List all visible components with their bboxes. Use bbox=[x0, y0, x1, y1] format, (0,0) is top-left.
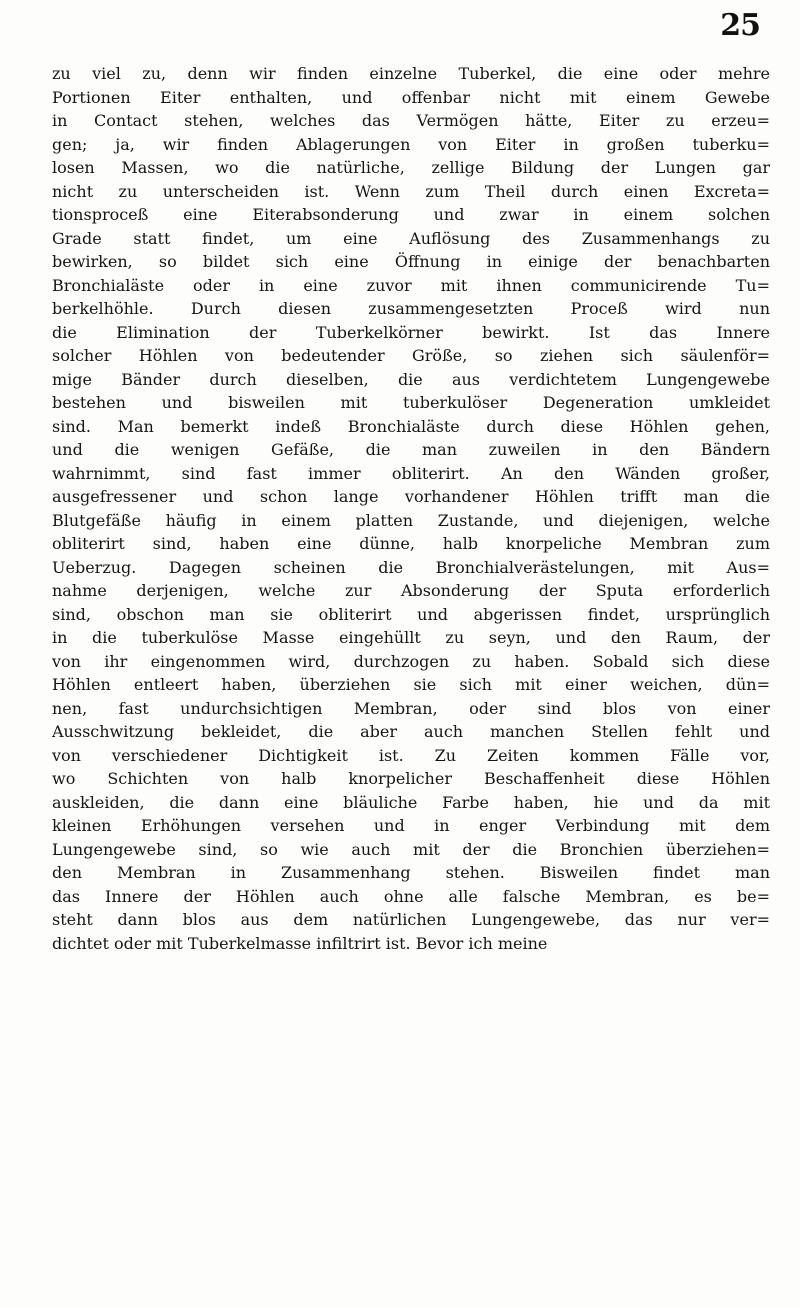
text-line: ausgefressener und schon lange vorhandener Höhlen trifft man die bbox=[52, 487, 770, 506]
text-line: berkelhöhle. Durch diesen zusammengesetzten Proceß wird nun bbox=[52, 299, 770, 318]
text-line: losen Massen, wo die natürliche, zellige Bildung der Lungen gar bbox=[52, 158, 770, 177]
text-line: nahme derjenigen, welche zur Absonderung der Sputa erforderlich bbox=[52, 581, 770, 600]
text-line: solcher Höhlen von bedeutender Größe, so ziehen sich säulenför= bbox=[52, 346, 770, 365]
text-line: obliterirt sind, haben eine dünne, halb knorpeliche Membran zum bbox=[52, 534, 770, 553]
text-line: wahrnimmt, sind fast immer obliterirt. An den Wänden großer, bbox=[52, 463, 770, 483]
text-line: Blutgefäße häufig in einem platten Zustande, und diejenigen, welche bbox=[52, 510, 770, 530]
text-line: in Contact stehen, welches das Vermögen hätte, Eiter zu erzeu= bbox=[52, 111, 770, 130]
text-line: gen; ja, wir finden Ablagerungen von Eiter in großen tuberku= bbox=[52, 134, 770, 154]
text-line: Portionen Eiter enthalten, und offenbar nicht mit einem Gewebe bbox=[52, 87, 770, 107]
text-line: mige Bänder durch dieselben, die aus verdichtetem Lungengewebe bbox=[52, 369, 770, 389]
text-line: bestehen und bisweilen mit tuberkulöser Degeneration umkleidet bbox=[52, 393, 770, 412]
text-line: sind, obschon man sie obliterirt und abgerissen findet, ursprünglich bbox=[52, 604, 770, 624]
text-line: bewirken, so bildet sich eine Öffnung in einige der benachbarten bbox=[52, 252, 770, 271]
text-line: steht dann blos aus dem natürlichen Lungengewebe, das nur ver= bbox=[52, 910, 770, 929]
page-number: 25 bbox=[720, 8, 760, 43]
text-line: tionsproceß eine Eiterabsonderung und zwar in einem solchen bbox=[52, 205, 770, 224]
text-line: und die wenigen Gefäße, die man zuweilen in den Bändern bbox=[52, 440, 770, 459]
text-line: Höhlen entleert haben, überziehen sie sich mit einer weichen, dün= bbox=[52, 675, 770, 694]
body-text bbox=[52, 62, 770, 955]
text-line: sind. Man bemerkt indeß Bronchialäste durch diese Höhlen gehen, bbox=[52, 416, 770, 436]
text-line: Ausschwitzung bekleidet, die aber auch manchen Stellen fehlt und bbox=[52, 722, 770, 741]
text-line: in die tuberkulöse Masse eingehüllt zu seyn, und den Raum, der bbox=[52, 628, 770, 647]
text-line: nen, fast undurchsichtigen Membran, oder sind blos von einer bbox=[52, 698, 770, 718]
text-line: Bronchialäste oder in eine zuvor mit ihnen communicirende Tu= bbox=[52, 275, 770, 295]
text-line: nicht zu unterscheiden ist. Wenn zum Theil durch einen Excreta= bbox=[52, 181, 770, 201]
text-line: die Elimination der Tuberkelkörner bewirkt. Ist das Innere bbox=[52, 322, 770, 342]
text-line: Grade statt findet, um eine Auflösung des Zusammenhangs zu bbox=[52, 228, 770, 248]
text-line: Lungengewebe sind, so wie auch mit der die Bronchien überziehen= bbox=[52, 839, 770, 859]
text-line: den Membran in Zusammenhang stehen. Bisweilen findet man bbox=[52, 863, 770, 882]
text-line: von ihr eingenommen wird, durchzogen zu haben. Sobald sich diese bbox=[52, 651, 770, 671]
text-line: zu viel zu, denn wir finden einzelne Tuberkel, die eine oder mehre bbox=[52, 64, 770, 83]
text-line: auskleiden, die dann eine bläuliche Farbe haben, hie und da mit bbox=[52, 792, 770, 812]
text-line: von verschiedener Dichtigkeit ist. Zu Zeiten kommen Fälle vor, bbox=[52, 745, 770, 765]
text-line: kleinen Erhöhungen versehen und in enger Verbindung mit dem bbox=[52, 816, 770, 835]
text-line: dichtet oder mit Tuberkelmasse infiltrirt ist. Bevor ich meine bbox=[52, 933, 548, 953]
text-line: das Innere der Höhlen auch ohne alle falsche Membran, es be= bbox=[52, 886, 770, 906]
text-line: wo Schichten von halb knorpelicher Beschaffenheit diese Höhlen bbox=[52, 769, 770, 788]
text-line: Ueberzug. Dagegen scheinen die Bronchialverästelungen, mit Aus= bbox=[52, 557, 770, 577]
